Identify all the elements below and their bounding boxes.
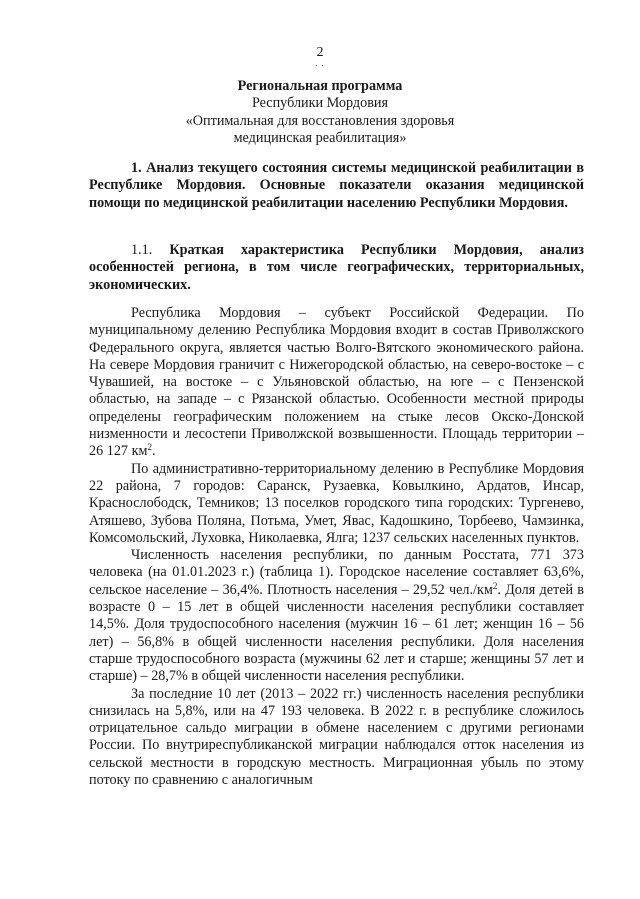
section-heading-text: 1. Анализ текущего состояния системы медицинской реабилитации в Республике Мордовия. Основные показатели оказания медицинской помощи по медицинской реабилитации населению Республики Мордовия.: [89, 160, 584, 211]
program-name-line-1: «Оптимальная для восстановления здоровья: [185, 112, 455, 129]
page-number: 2: [316, 45, 324, 60]
paragraph-population-text-b: . Доля детей в возрасте 0 – 15 лет в общей численности населения республики составляет 14,5%. Доля трудоспособного населения (мужчин 16 – 61 лет; женщин 16 – 56 лет) – 56,8% в общей численности населения республики. Доля населения старше трудоспособного возраста (мужчины 62 лет и старше; женщины 57 лет и старше) – 28,7% в общей численности населения республики.: [89, 581, 584, 685]
program-title: Региональная программа: [237, 78, 403, 94]
area-unit-superscript: 2: [147, 442, 152, 453]
paragraph-population-text-a: Численность населения республики, по данным Росстата, 771 373 человека (на 01.01.2023 г.) (таблица 1). Городское население составляет 63,6%, сельское население – 36,4%. Плотность населения – 29,52 чел./км: [89, 547, 584, 598]
section-heading: [89, 160, 584, 212]
program-region: Республики Мордовия: [251, 95, 389, 112]
paragraph-geography-text: Республика Мордовия – субъект Российской Федерации. По муниципальному делению Республика Мордовия входит в состав Приволжского Федерального округа, является частью Волго-Вятского экономического района. На севере Мордовия граничит с Нижегородской областью, на северо-востоке – с Чувашией, на востоке – с Ульяновской областью, на юге – с Пензенской областью, на западе – с Рязанской областью. Особенности местной природы определены географическим положением на стыке лесов Окско-Донской низменности и лесостепи Приволжской возвышенности. Площадь территории – 26 127 км: [89, 305, 584, 460]
paragraph-migration: За последние 10 лет (2013 – 2022 гг.) численность населения республики снизилась на 5,8%, или на 47 193 человека. В 2022 г. в республике сложилось отрицательное сальдо миграции в обмене населением с другими регионами России. По внутриреспубликанской миграции наблюдался отток населения из сельской местности в городскую местность. Миграционная убыль по этому потоку по сравнению с аналогичным: [89, 685, 584, 789]
paragraph-population: [89, 547, 584, 685]
subsection-heading-text: [89, 242, 584, 294]
paragraph-administrative: По административно-территориальному делению в Республике Мордовия 22 района, 7 городов: Саранск, Рузаевка, Ковылкино, Ардатов, Инсар, Краснослободск, Темников; 13 поселков городского типа городских: Тургенево, Атяшево, Зубова Поляна, Потьма, Умет, Явас, Кадошкино, Торбеево, Чамзинка, Комсомольский, Луховка, Николаевка, Ялга; 1237 сельских населенных пунктов.: [89, 460, 584, 546]
paragraph-geography-end: .: [151, 443, 156, 460]
body-text: [89, 305, 584, 789]
page-number-marks: . .: [315, 58, 325, 68]
subsection-title: Краткая характеристика Республики Мордовия, анализ особенностей региона, в том числе географических, территориальных, экономических.: [89, 242, 585, 293]
subsection-heading: [89, 242, 584, 294]
program-name-line-2: медицинская реабилитация»: [233, 129, 407, 146]
density-unit-superscript: 2: [492, 580, 498, 591]
subsection-number: 1.1.: [131, 242, 153, 258]
program-title-block: [100, 78, 540, 147]
paragraph-geography: [89, 305, 584, 461]
